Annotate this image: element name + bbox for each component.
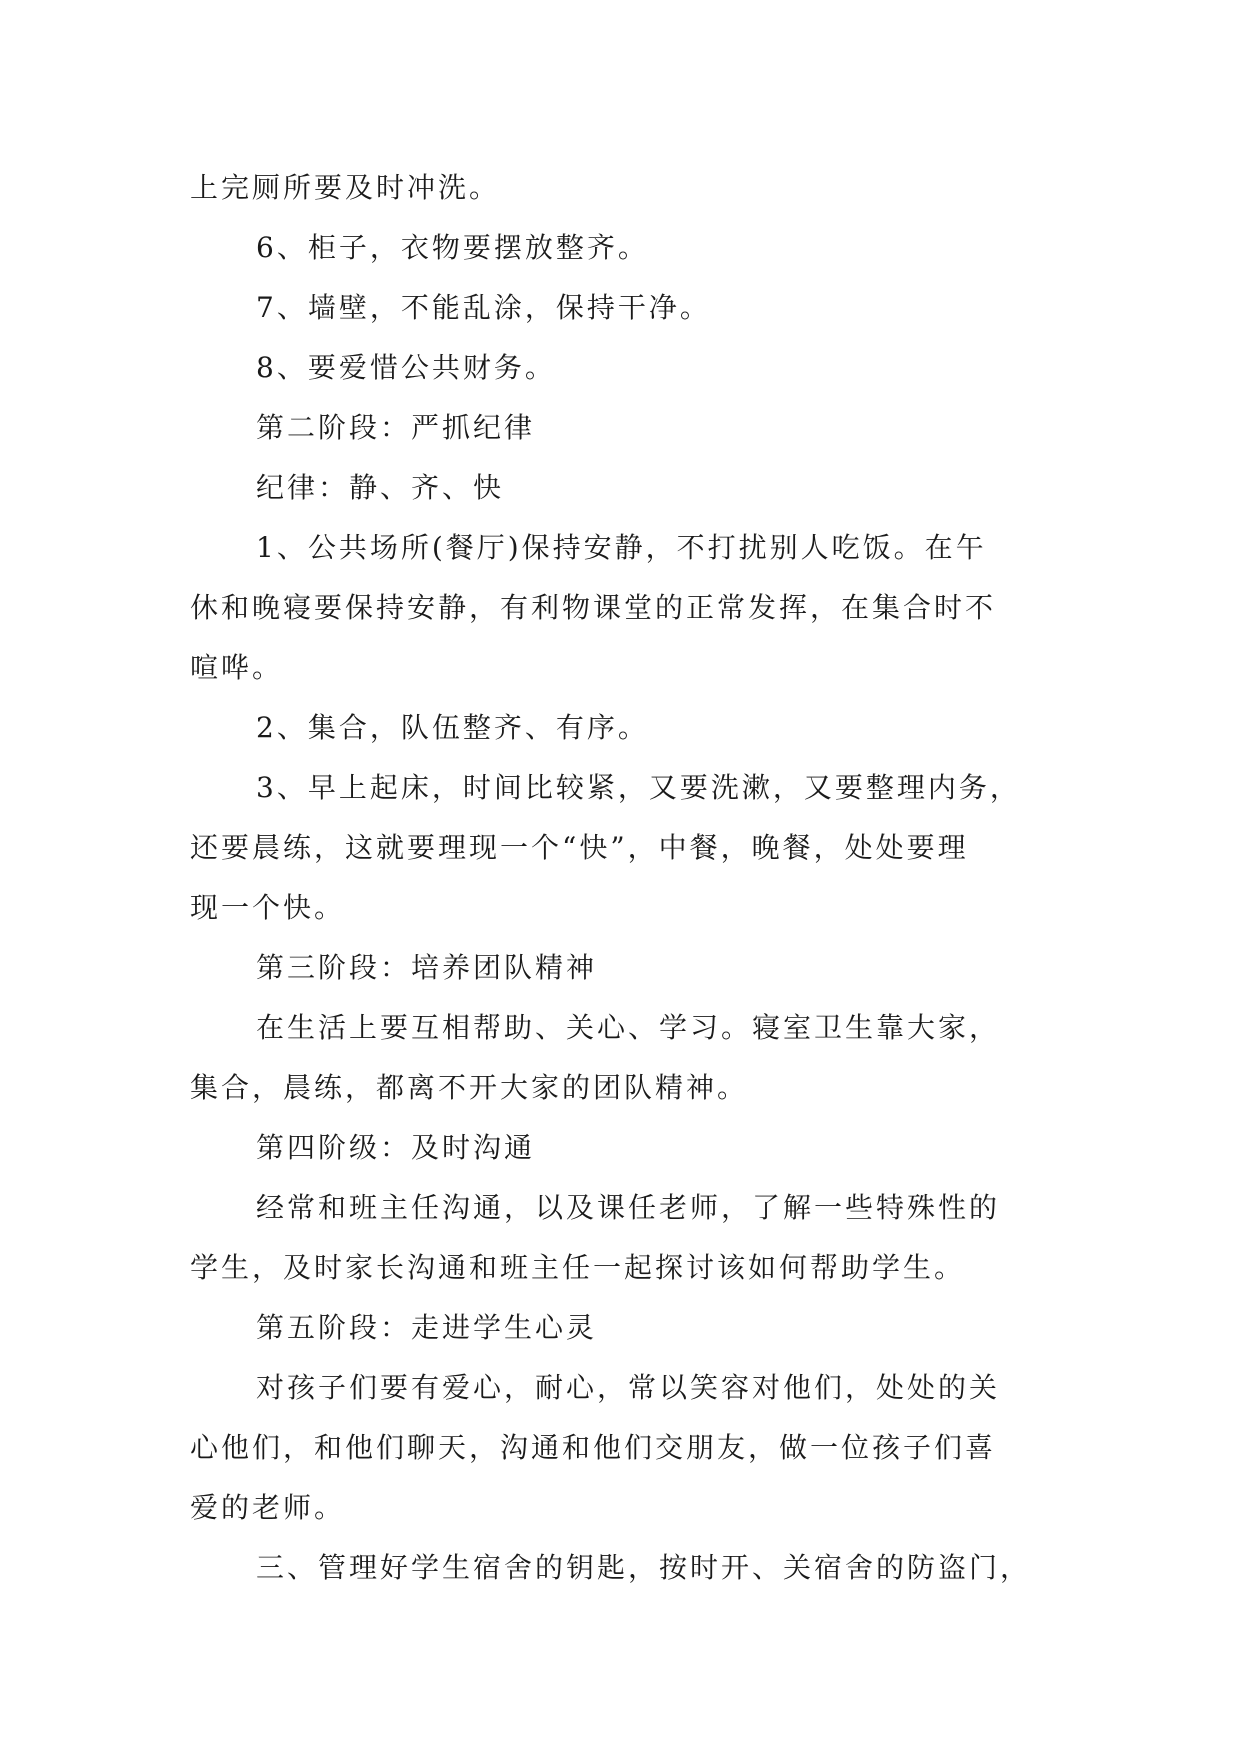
document-page xyxy=(190,160,1060,1600)
text-line: 上完厕所要及时冲洗。 xyxy=(190,171,501,204)
text-line: 三、管理好学生宿舍的钥匙，按时开、关宿舍的防盗门， xyxy=(256,1551,1032,1584)
text-line: 3、早上起床，时间比较紧，又要洗漱，又要整理内务， xyxy=(256,771,1021,804)
text-line: 喧哗。 xyxy=(190,651,284,684)
text-line: 心他们，和他们聊天，沟通和他们交朋友，做一位孩子们喜 xyxy=(190,1431,997,1464)
text-line: 爱的老师。 xyxy=(190,1491,346,1524)
section-heading: 第三阶段：培养团队精神 xyxy=(256,951,598,984)
text-line: 休和晚寝要保持安静，有利物课堂的正常发挥，在集合时不 xyxy=(190,591,997,624)
text-line: 1、公共场所(餐厅)保持安静，不打扰别人吃饭。在午 xyxy=(256,531,987,564)
text-line: 6、柜子，衣物要摆放整齐。 xyxy=(256,231,649,264)
text-line: 现一个快。 xyxy=(190,891,346,924)
text-line: 对孩子们要有爱心，耐心，常以笑容对他们，处处的关 xyxy=(256,1371,1001,1404)
text-line: 集合，晨练，都离不开大家的团队精神。 xyxy=(190,1071,749,1104)
text-line: 2、集合，队伍整齐、有序。 xyxy=(256,711,649,744)
text-line: 8、要爱惜公共财务。 xyxy=(256,351,556,384)
text-line: 在生活上要互相帮助、关心、学习。寝室卫生靠大家， xyxy=(256,1011,1001,1044)
text-line: 还要晨练，这就要理现一个“快”，中餐，晚餐，处处要理 xyxy=(190,831,969,864)
section-heading: 第五阶段：走进学生心灵 xyxy=(256,1311,598,1344)
text-line: 7、墙壁，不能乱涂，保持干净。 xyxy=(256,291,711,324)
text-line: 纪律：静、齐、快 xyxy=(256,471,505,504)
text-line: 经常和班主任沟通，以及课任老师，了解一些特殊性的 xyxy=(256,1191,1001,1224)
section-heading: 第二阶段：严抓纪律 xyxy=(256,411,536,444)
text-line: 学生，及时家长沟通和班主任一起探讨该如何帮助学生。 xyxy=(190,1251,966,1284)
section-heading: 第四阶级：及时沟通 xyxy=(256,1131,536,1164)
